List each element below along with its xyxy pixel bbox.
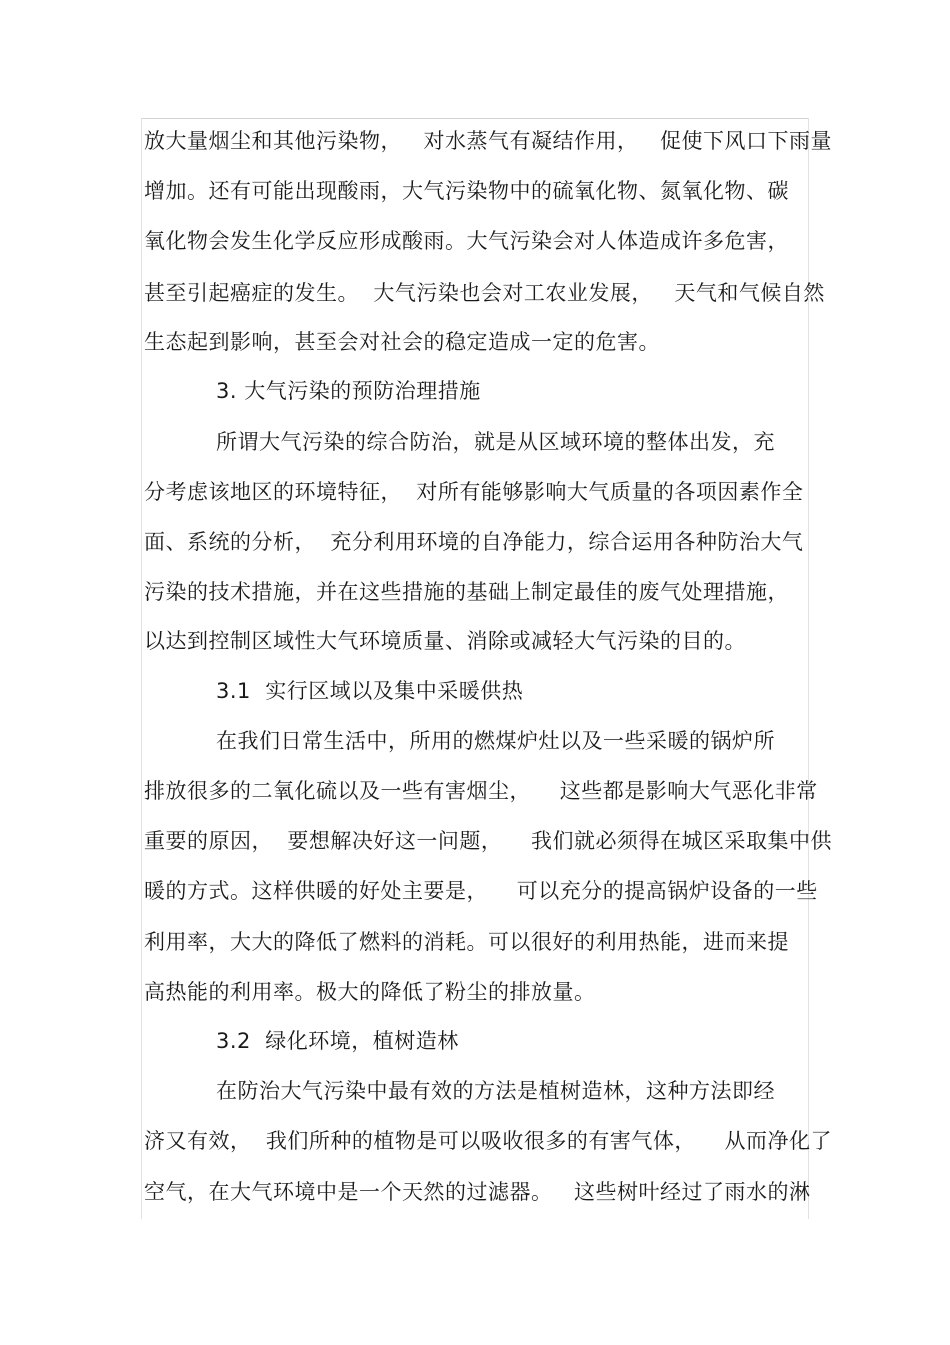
paragraph-line: 生态起到影响，甚至会对社会的稳定造成一定的危害。: [144, 330, 660, 354]
paragraph-line: 利用率，大大的降低了燃料的消耗。可以很好的利用热能，进而来提: [144, 930, 789, 954]
paragraph-line: 高热能的利用率。极大的降低了粉尘的排放量。: [144, 980, 596, 1004]
paragraph-line: 在防治大气污染中最有效的方法是植树造林，这种方法即经: [216, 1079, 775, 1103]
paragraph-line: 暖的方式。这样供暖的好处主要是， 可以充分的提高锅炉设备的一些: [144, 879, 818, 903]
paragraph-line: 氧化物会发生化学反应形成酸雨。大气污染会对人体造成许多危害，: [144, 229, 789, 253]
section-heading-3-2: 3.2 绿化环境，植树造林: [216, 1029, 459, 1053]
paragraph-line: 空气，在大气环境中是一个天然的过滤器。 这些树叶经过了雨水的淋: [144, 1180, 811, 1204]
paragraph-line: 济又有效， 我们所种的植物是可以吸收很多的有害气体， 从而净化了: [144, 1129, 833, 1153]
paragraph-line: 所谓大气污染的综合防治，就是从区域环境的整体出发，充: [216, 430, 775, 454]
paragraph-line: 增加。还有可能出现酸雨，大气污染物中的硫氧化物、氮氧化物、碳: [144, 179, 789, 203]
section-heading-3-1: 3.1 实行区域以及集中采暖供热: [216, 679, 524, 703]
section-heading-3: 3. 大气污染的预防治理措施: [216, 379, 481, 403]
paragraph-line: 在我们日常生活中，所用的燃煤炉灶以及一些采暖的锅炉所: [216, 729, 775, 753]
paragraph-line: 污染的技术措施，并在这些措施的基础上制定最佳的废气处理措施，: [144, 580, 789, 604]
paragraph-line: 分考虑该地区的环境特征， 对所有能够影响大气质量的各项因素作全: [144, 480, 804, 504]
paragraph-line: 放大量烟尘和其他污染物， 对水蒸气有凝结作用， 促使下风口下雨量: [144, 129, 833, 153]
paragraph-line: 排放很多的二氧化硫以及一些有害烟尘， 这些都是影响大气恶化非常: [144, 779, 818, 803]
paragraph-line: 以达到控制区域性大气环境质量、消除或减轻大气污染的目的。: [144, 629, 746, 653]
paragraph-line: 甚至引起癌症的发生。 大气污染也会对工农业发展， 天气和气候自然: [144, 281, 825, 305]
paragraph-line: 重要的原因， 要想解决好这一问题， 我们就必须得在城区采取集中供: [144, 829, 833, 853]
paragraph-line: 面、系统的分析， 充分利用环境的自净能力，综合运用各种防治大气: [144, 530, 804, 554]
